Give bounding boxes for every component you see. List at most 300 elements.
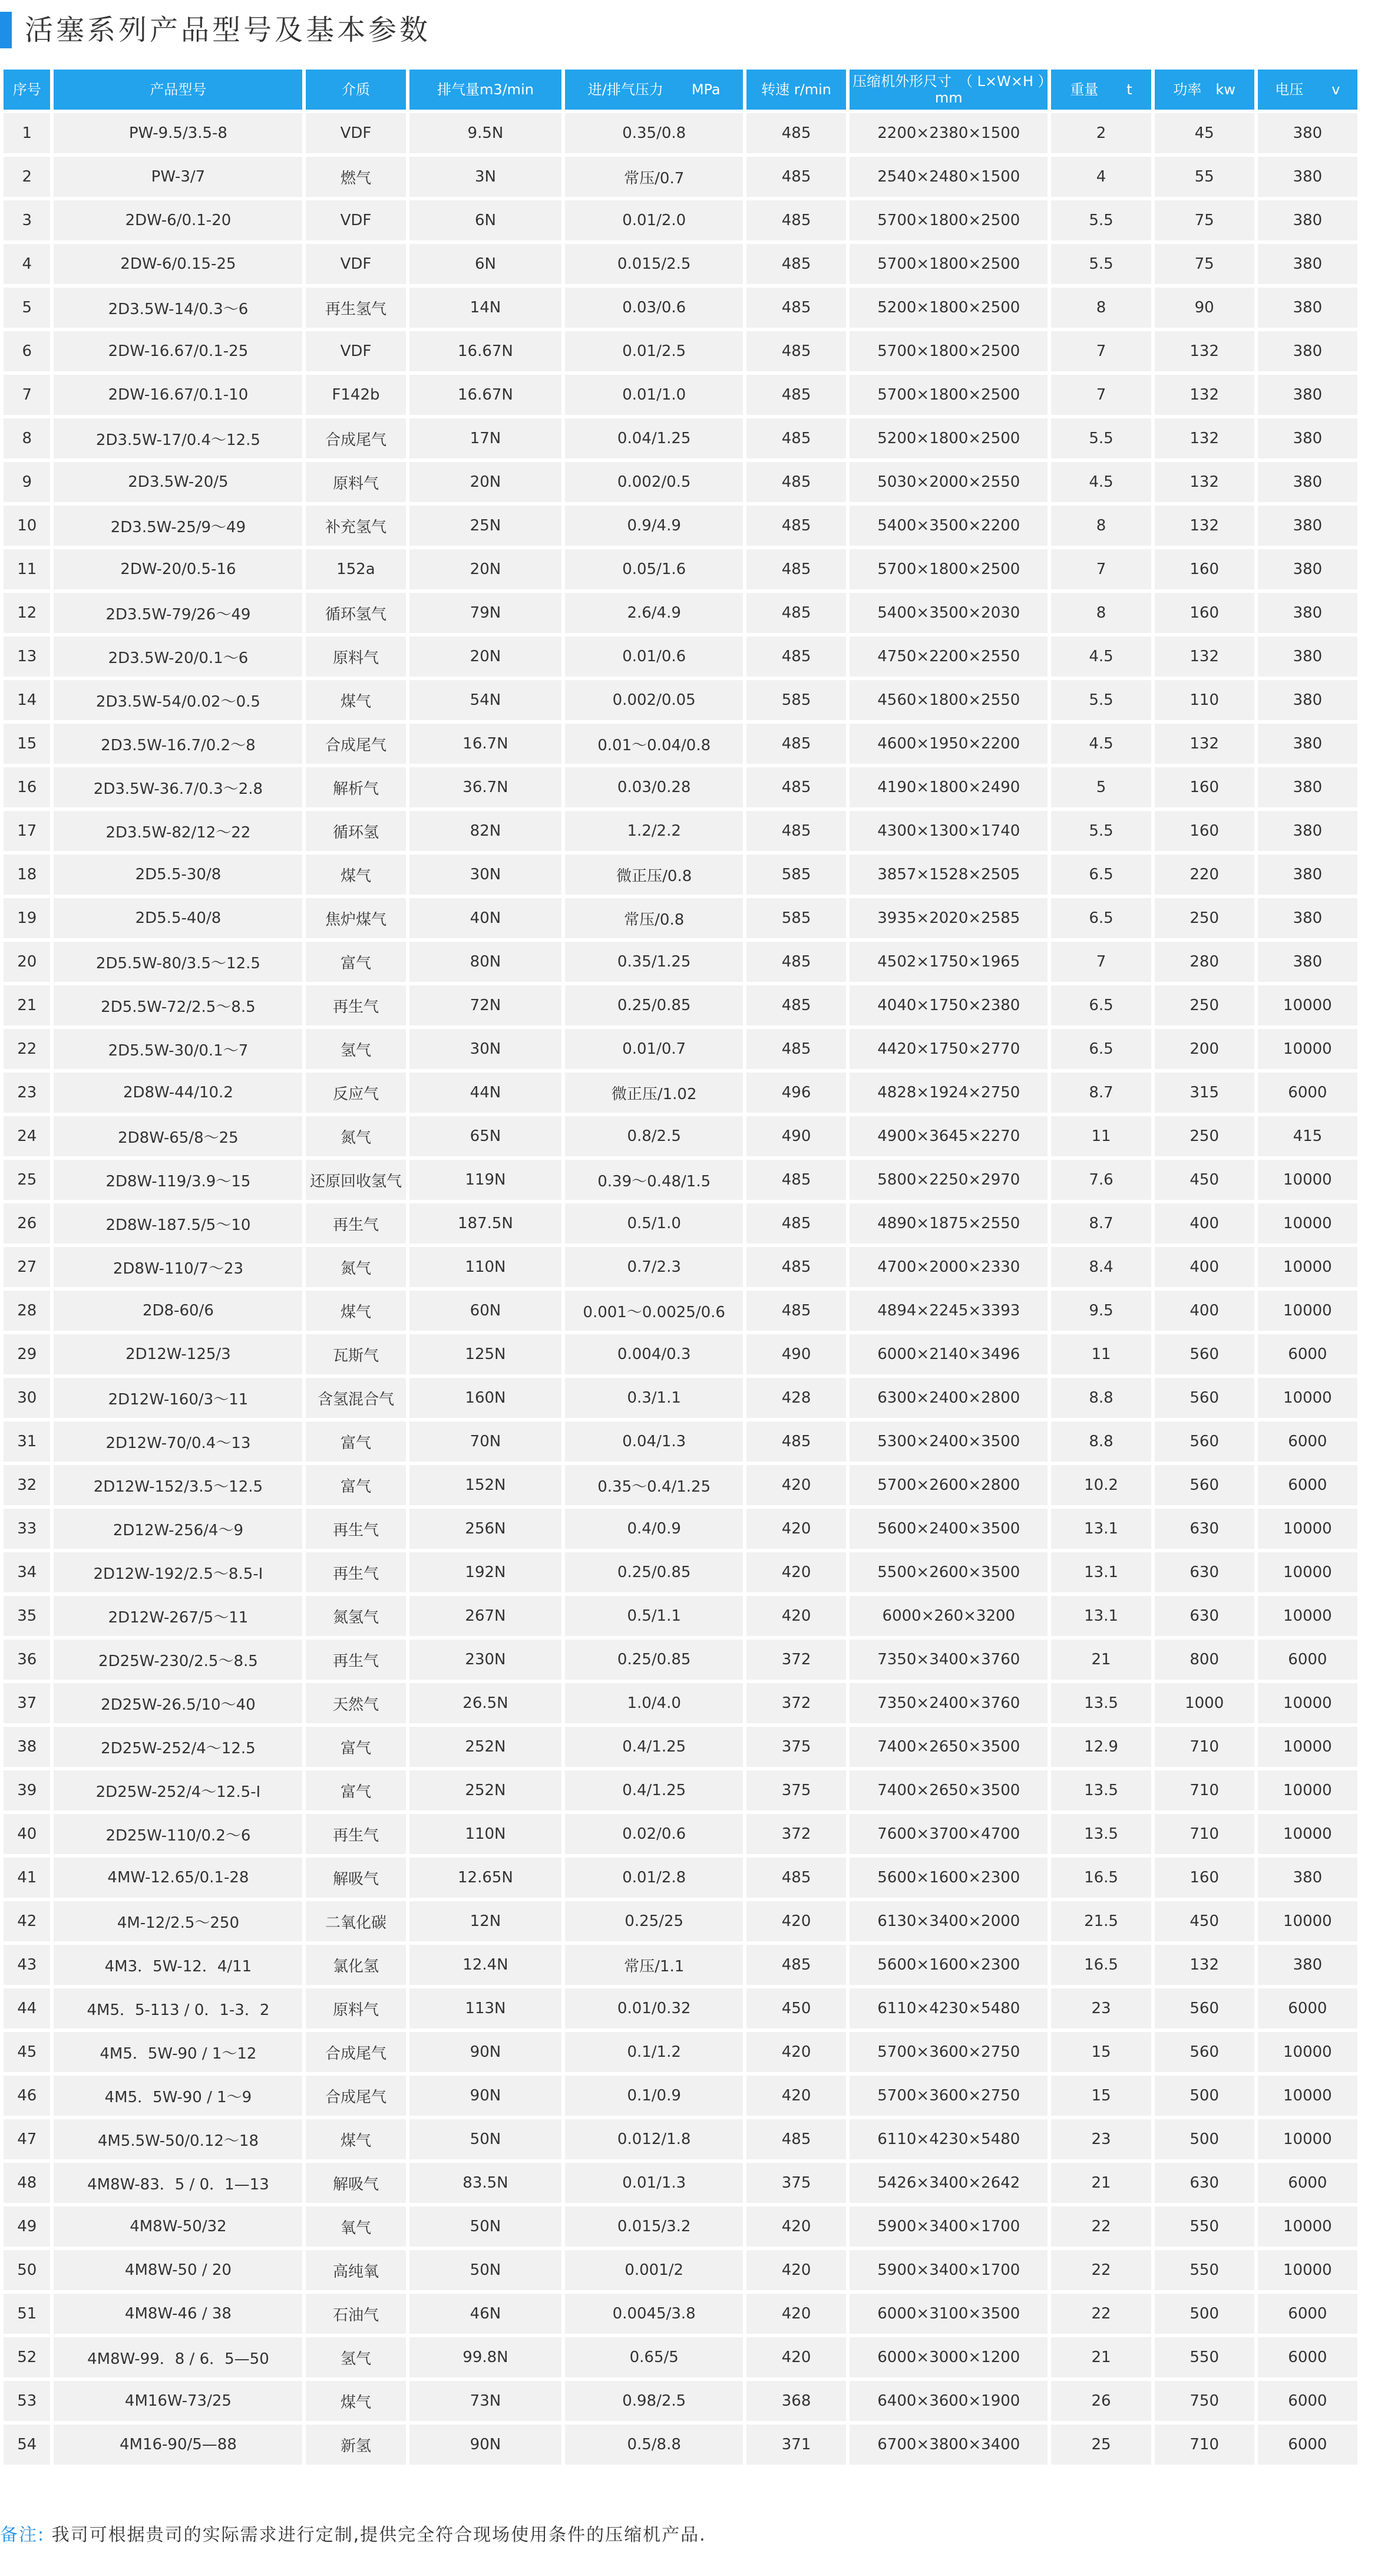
cell-pressure: 微正压/0.8 bbox=[565, 855, 743, 895]
cell-model: 4M8W-50 / 20 bbox=[54, 2250, 302, 2290]
table-row bbox=[4, 1727, 1357, 1767]
table-row bbox=[4, 1770, 1357, 1810]
table-row bbox=[4, 767, 1357, 807]
cell-medium: 再生气 bbox=[306, 1640, 405, 1680]
table-body bbox=[4, 113, 1357, 2465]
cell-speed: 485 bbox=[746, 1858, 846, 1898]
cell-weight: 5.5 bbox=[1051, 811, 1151, 851]
cell-speed: 485 bbox=[746, 418, 846, 459]
table-row bbox=[4, 2250, 1357, 2290]
cell-voltage: 380 bbox=[1258, 1858, 1357, 1898]
table-row bbox=[4, 157, 1357, 197]
table-row bbox=[4, 942, 1357, 982]
cell-medium: 合成尾气 bbox=[306, 724, 405, 764]
cell-weight: 8.8 bbox=[1051, 1378, 1151, 1418]
cell-power: 450 bbox=[1155, 1901, 1254, 1941]
cell-weight: 8 bbox=[1051, 288, 1151, 328]
table-header-row bbox=[4, 70, 1357, 110]
cell-index: 39 bbox=[4, 1770, 50, 1810]
cell-voltage: 10000 bbox=[1258, 1029, 1357, 1069]
cell-dimensions: 6110×4230×5480 bbox=[850, 2119, 1048, 2159]
cell-model: 4M5．5W-90 / 1～12 bbox=[54, 2032, 302, 2072]
cell-displacement: 80N bbox=[409, 942, 562, 982]
table-row bbox=[4, 462, 1357, 502]
cell-index: 16 bbox=[4, 767, 50, 807]
cell-dimensions: 5500×2600×3500 bbox=[850, 1552, 1048, 1592]
table-row bbox=[4, 244, 1357, 284]
cell-medium: 再生气 bbox=[306, 985, 405, 1025]
cell-power: 750 bbox=[1155, 2381, 1254, 2421]
cell-voltage: 6000 bbox=[1258, 1640, 1357, 1680]
cell-voltage: 380 bbox=[1258, 767, 1357, 807]
cell-dimensions: 6700×3800×3400 bbox=[850, 2425, 1048, 2465]
cell-voltage: 380 bbox=[1258, 200, 1357, 240]
cell-power: 400 bbox=[1155, 1203, 1254, 1244]
cell-model: 2D3.5W-36.7/0.3～2.8 bbox=[54, 767, 302, 807]
cell-dimensions: 5600×1600×2300 bbox=[850, 1858, 1048, 1898]
cell-index: 28 bbox=[4, 1291, 50, 1331]
cell-voltage: 10000 bbox=[1258, 1596, 1357, 1636]
cell-medium: 二氧化碳 bbox=[306, 1901, 405, 1941]
cell-power: 400 bbox=[1155, 1291, 1254, 1331]
cell-pressure: 0.98/2.5 bbox=[565, 2381, 743, 2421]
cell-model: 2D3.5W-16.7/0.2～8 bbox=[54, 724, 302, 764]
cell-voltage: 380 bbox=[1258, 375, 1357, 415]
cell-voltage: 380 bbox=[1258, 418, 1357, 459]
table-row bbox=[4, 506, 1357, 546]
cell-medium: 循环氢气 bbox=[306, 593, 405, 633]
cell-pressure: 0.4/1.25 bbox=[565, 1727, 743, 1767]
cell-voltage: 380 bbox=[1258, 724, 1357, 764]
cell-speed: 368 bbox=[746, 2381, 846, 2421]
cell-voltage: 10000 bbox=[1258, 2076, 1357, 2116]
cell-model: 4M16-90/5—88 bbox=[54, 2425, 302, 2465]
cell-voltage: 380 bbox=[1258, 942, 1357, 982]
cell-displacement: 113N bbox=[409, 1988, 562, 2029]
cell-pressure: 1.2/2.2 bbox=[565, 811, 743, 851]
cell-displacement: 6N bbox=[409, 244, 562, 284]
cell-index: 48 bbox=[4, 2163, 50, 2203]
cell-displacement: 160N bbox=[409, 1378, 562, 1418]
cell-pressure: 0.4/0.9 bbox=[565, 1509, 743, 1549]
cell-dimensions: 5700×1800×2500 bbox=[850, 375, 1048, 415]
table-row bbox=[4, 1334, 1357, 1374]
cell-power: 710 bbox=[1155, 1770, 1254, 1810]
cell-dimensions: 6000×2140×3496 bbox=[850, 1334, 1048, 1374]
cell-speed: 485 bbox=[746, 1421, 846, 1462]
cell-medium: 高纯氧 bbox=[306, 2250, 405, 2290]
cell-voltage: 6000 bbox=[1258, 1334, 1357, 1374]
cell-power: 160 bbox=[1155, 549, 1254, 589]
cell-medium: 循环氢 bbox=[306, 811, 405, 851]
cell-voltage: 6000 bbox=[1258, 1465, 1357, 1505]
cell-dimensions: 5600×1600×2300 bbox=[850, 1945, 1048, 1985]
cell-dimensions: 6110×4230×5480 bbox=[850, 1988, 1048, 2029]
cell-speed: 485 bbox=[746, 1945, 846, 1985]
cell-weight: 15 bbox=[1051, 2032, 1151, 2072]
cell-speed: 420 bbox=[746, 2294, 846, 2334]
cell-index: 38 bbox=[4, 1727, 50, 1767]
cell-voltage: 10000 bbox=[1258, 1901, 1357, 1941]
cell-displacement: 44N bbox=[409, 1073, 562, 1113]
cell-medium: 氯化氢 bbox=[306, 1945, 405, 1985]
cell-medium: 合成尾气 bbox=[306, 418, 405, 459]
cell-index: 43 bbox=[4, 1945, 50, 1985]
cell-displacement: 12N bbox=[409, 1901, 562, 1941]
cell-voltage: 380 bbox=[1258, 462, 1357, 502]
cell-power: 560 bbox=[1155, 1988, 1254, 2029]
cell-displacement: 252N bbox=[409, 1727, 562, 1767]
cell-pressure: 0.5/1.1 bbox=[565, 1596, 743, 1636]
cell-power: 500 bbox=[1155, 2294, 1254, 2334]
cell-voltage: 10000 bbox=[1258, 2119, 1357, 2159]
cell-dimensions: 5900×3400×1700 bbox=[850, 2206, 1048, 2247]
table-row bbox=[4, 1640, 1357, 1680]
cell-model: 4M5．5-113 / 0．1-3．2 bbox=[54, 1988, 302, 2029]
cell-dimensions: 4560×1800×2550 bbox=[850, 680, 1048, 720]
cell-pressure: 0.1/1.2 bbox=[565, 2032, 743, 2072]
cell-pressure: 0.05/1.6 bbox=[565, 549, 743, 589]
cell-pressure: 0.39～0.48/1.5 bbox=[565, 1160, 743, 1200]
table-row bbox=[4, 1203, 1357, 1244]
cell-weight: 11 bbox=[1051, 1116, 1151, 1156]
cell-model: 4M5．5W-90 / 1～9 bbox=[54, 2076, 302, 2116]
cell-displacement: 72N bbox=[409, 985, 562, 1025]
cell-dimensions: 4600×1950×2200 bbox=[850, 724, 1048, 764]
table-row bbox=[4, 1378, 1357, 1418]
footnote bbox=[0, 2520, 706, 2546]
cell-displacement: 65N bbox=[409, 1116, 562, 1156]
cell-medium: 石油气 bbox=[306, 2294, 405, 2334]
cell-model: 2D8W-110/7～23 bbox=[54, 1247, 302, 1287]
cell-voltage: 10000 bbox=[1258, 1160, 1357, 1200]
cell-weight: 16.5 bbox=[1051, 1945, 1151, 1985]
cell-dimensions: 4190×1800×2490 bbox=[850, 767, 1048, 807]
table-row bbox=[4, 1945, 1357, 1985]
cell-power: 132 bbox=[1155, 418, 1254, 459]
cell-speed: 375 bbox=[746, 1727, 846, 1767]
cell-displacement: 79N bbox=[409, 593, 562, 633]
cell-weight: 7 bbox=[1051, 549, 1151, 589]
cell-voltage: 10000 bbox=[1258, 2032, 1357, 2072]
cell-power: 250 bbox=[1155, 1116, 1254, 1156]
cell-displacement: 230N bbox=[409, 1640, 562, 1680]
cell-power: 55 bbox=[1155, 157, 1254, 197]
cell-displacement: 110N bbox=[409, 1247, 562, 1287]
cell-dimensions: 3857×1528×2505 bbox=[850, 855, 1048, 895]
cell-weight: 22 bbox=[1051, 2294, 1151, 2334]
table-row bbox=[4, 2294, 1357, 2334]
cell-power: 630 bbox=[1155, 1552, 1254, 1592]
cell-weight: 8.8 bbox=[1051, 1421, 1151, 1462]
cell-dimensions: 3935×2020×2585 bbox=[850, 898, 1048, 938]
table-row bbox=[4, 2119, 1357, 2159]
cell-index: 47 bbox=[4, 2119, 50, 2159]
cell-dimensions: 5030×2000×2550 bbox=[850, 462, 1048, 502]
cell-medium: VDF bbox=[306, 331, 405, 371]
cell-dimensions: 4890×1875×2550 bbox=[850, 1203, 1048, 1244]
cell-index: 17 bbox=[4, 811, 50, 851]
cell-speed: 485 bbox=[746, 811, 846, 851]
cell-medium: 富气 bbox=[306, 1421, 405, 1462]
cell-pressure: 0.25/0.85 bbox=[565, 985, 743, 1025]
table-row bbox=[4, 1073, 1357, 1113]
cell-speed: 585 bbox=[746, 680, 846, 720]
cell-weight: 7 bbox=[1051, 375, 1151, 415]
title-accent-bar bbox=[0, 12, 12, 48]
cell-power: 280 bbox=[1155, 942, 1254, 982]
cell-pressure: 0.7/2.3 bbox=[565, 1247, 743, 1287]
table-row bbox=[4, 811, 1357, 851]
cell-model: 2D8W-119/3.9～15 bbox=[54, 1160, 302, 1200]
table-row bbox=[4, 898, 1357, 938]
cell-displacement: 50N bbox=[409, 2119, 562, 2159]
cell-medium: 再生气 bbox=[306, 1203, 405, 1244]
cell-displacement: 50N bbox=[409, 2206, 562, 2247]
cell-dimensions: 5900×3400×1700 bbox=[850, 2250, 1048, 2290]
cell-weight: 22 bbox=[1051, 2206, 1151, 2247]
cell-pressure: 0.65/5 bbox=[565, 2337, 743, 2377]
cell-power: 200 bbox=[1155, 1029, 1254, 1069]
cell-dimensions: 7350×2400×3760 bbox=[850, 1683, 1048, 1723]
cell-model: 2D3.5W-54/0.02～0.5 bbox=[54, 680, 302, 720]
cell-index: 32 bbox=[4, 1465, 50, 1505]
cell-pressure: 0.01/0.32 bbox=[565, 1988, 743, 2029]
cell-voltage: 6000 bbox=[1258, 2163, 1357, 2203]
cell-power: 132 bbox=[1155, 375, 1254, 415]
page-header bbox=[0, 6, 1391, 53]
cell-voltage: 380 bbox=[1258, 549, 1357, 589]
cell-pressure: 1.0/4.0 bbox=[565, 1683, 743, 1723]
cell-pressure: 0.004/0.3 bbox=[565, 1334, 743, 1374]
cell-model: 2D12W-160/3～11 bbox=[54, 1378, 302, 1418]
cell-power: 630 bbox=[1155, 2163, 1254, 2203]
cell-dimensions: 4502×1750×1965 bbox=[850, 942, 1048, 982]
cell-medium: 原料气 bbox=[306, 636, 405, 677]
cell-power: 75 bbox=[1155, 244, 1254, 284]
cell-speed: 485 bbox=[746, 1160, 846, 1200]
cell-weight: 13.1 bbox=[1051, 1596, 1151, 1636]
cell-voltage: 6000 bbox=[1258, 2425, 1357, 2465]
cell-displacement: 83.5N bbox=[409, 2163, 562, 2203]
cell-pressure: 0.35/0.8 bbox=[565, 113, 743, 153]
cell-index: 13 bbox=[4, 636, 50, 677]
cell-weight: 6.5 bbox=[1051, 855, 1151, 895]
cell-pressure: 常压/1.1 bbox=[565, 1945, 743, 1985]
table-row bbox=[4, 2425, 1357, 2465]
cell-pressure: 0.001～0.0025/0.6 bbox=[565, 1291, 743, 1331]
cell-dimensions: 5200×1800×2500 bbox=[850, 288, 1048, 328]
footnote-text: 我司可根据贵司的实际需求进行定制,提供完全符合现场使用条件的压缩机产品. bbox=[45, 2525, 706, 2545]
cell-dimensions: 7350×3400×3760 bbox=[850, 1640, 1048, 1680]
cell-displacement: 30N bbox=[409, 1029, 562, 1069]
cell-medium: 煤气 bbox=[306, 680, 405, 720]
cell-dimensions: 5300×2400×3500 bbox=[850, 1421, 1048, 1462]
cell-index: 49 bbox=[4, 2206, 50, 2247]
cell-voltage: 10000 bbox=[1258, 1770, 1357, 1810]
cell-medium: 合成尾气 bbox=[306, 2032, 405, 2072]
cell-weight: 21 bbox=[1051, 2163, 1151, 2203]
cell-medium: 氢气 bbox=[306, 2337, 405, 2377]
cell-dimensions: 5800×2250×2970 bbox=[850, 1160, 1048, 1200]
cell-index: 21 bbox=[4, 985, 50, 1025]
cell-model: 2D25W-230/2.5～8.5 bbox=[54, 1640, 302, 1680]
cell-power: 132 bbox=[1155, 636, 1254, 677]
cell-power: 160 bbox=[1155, 593, 1254, 633]
cell-weight: 5.5 bbox=[1051, 200, 1151, 240]
cell-pressure: 0.01～0.04/0.8 bbox=[565, 724, 743, 764]
cell-dimensions: 6130×3400×2000 bbox=[850, 1901, 1048, 1941]
cell-displacement: 16.7N bbox=[409, 724, 562, 764]
cell-model: PW-3/7 bbox=[54, 157, 302, 197]
cell-medium: 解吸气 bbox=[306, 2163, 405, 2203]
cell-voltage: 6000 bbox=[1258, 1421, 1357, 1462]
table-row bbox=[4, 724, 1357, 764]
cell-weight: 26 bbox=[1051, 2381, 1151, 2421]
cell-displacement: 14N bbox=[409, 288, 562, 328]
cell-index: 35 bbox=[4, 1596, 50, 1636]
cell-displacement: 46N bbox=[409, 2294, 562, 2334]
cell-speed: 420 bbox=[746, 1509, 846, 1549]
cell-model: 2D12W-152/3.5～12.5 bbox=[54, 1465, 302, 1505]
cell-speed: 485 bbox=[746, 375, 846, 415]
cell-index: 33 bbox=[4, 1509, 50, 1549]
cell-dimensions: 4828×1924×2750 bbox=[850, 1073, 1048, 1113]
table-row bbox=[4, 2032, 1357, 2072]
cell-displacement: 90N bbox=[409, 2032, 562, 2072]
cell-model: 2D5.5W-80/3.5～12.5 bbox=[54, 942, 302, 982]
cell-voltage: 10000 bbox=[1258, 985, 1357, 1025]
cell-pressure: 0.03/0.28 bbox=[565, 767, 743, 807]
cell-weight: 6.5 bbox=[1051, 898, 1151, 938]
cell-speed: 372 bbox=[746, 1640, 846, 1680]
cell-displacement: 70N bbox=[409, 1421, 562, 1462]
cell-speed: 485 bbox=[746, 767, 846, 807]
cell-model: 2D12W-70/0.4～13 bbox=[54, 1421, 302, 1462]
header-power: 功率 kw bbox=[1155, 70, 1254, 110]
table-row bbox=[4, 1858, 1357, 1898]
cell-power: 160 bbox=[1155, 811, 1254, 851]
cell-power: 560 bbox=[1155, 1465, 1254, 1505]
cell-weight: 21 bbox=[1051, 2337, 1151, 2377]
cell-voltage: 10000 bbox=[1258, 1378, 1357, 1418]
cell-index: 26 bbox=[4, 1203, 50, 1244]
cell-speed: 485 bbox=[746, 724, 846, 764]
cell-dimensions: 6000×3100×3500 bbox=[850, 2294, 1048, 2334]
cell-model: 4M5.5W-50/0.12～18 bbox=[54, 2119, 302, 2159]
cell-medium: 合成尾气 bbox=[306, 2076, 405, 2116]
cell-weight: 4.5 bbox=[1051, 724, 1151, 764]
cell-power: 560 bbox=[1155, 1421, 1254, 1462]
cell-medium: 富气 bbox=[306, 1770, 405, 1810]
cell-medium: 富气 bbox=[306, 942, 405, 982]
cell-medium: 原料气 bbox=[306, 462, 405, 502]
cell-pressure: 0.01/2.8 bbox=[565, 1858, 743, 1898]
cell-weight: 8.7 bbox=[1051, 1203, 1151, 1244]
cell-dimensions: 2540×2480×1500 bbox=[850, 157, 1048, 197]
cell-voltage: 10000 bbox=[1258, 1247, 1357, 1287]
cell-pressure: 0.25/0.85 bbox=[565, 1640, 743, 1680]
cell-pressure: 0.04/1.3 bbox=[565, 1421, 743, 1462]
cell-index: 54 bbox=[4, 2425, 50, 2465]
cell-medium: 煤气 bbox=[306, 1291, 405, 1331]
cell-index: 23 bbox=[4, 1073, 50, 1113]
cell-weight: 5.5 bbox=[1051, 418, 1151, 459]
cell-model: 2D8W-187.5/5～10 bbox=[54, 1203, 302, 1244]
cell-dimensions: 4420×1750×2770 bbox=[850, 1029, 1048, 1069]
cell-pressure: 0.35～0.4/1.25 bbox=[565, 1465, 743, 1505]
header-medium: 介质 bbox=[306, 70, 405, 110]
cell-power: 45 bbox=[1155, 113, 1254, 153]
cell-voltage: 380 bbox=[1258, 331, 1357, 371]
table-row bbox=[4, 2381, 1357, 2421]
cell-medium: 焦炉煤气 bbox=[306, 898, 405, 938]
cell-displacement: 252N bbox=[409, 1770, 562, 1810]
cell-voltage: 10000 bbox=[1258, 1727, 1357, 1767]
header-index: 序号 bbox=[4, 70, 50, 110]
header-displacement: 排气量m3/min bbox=[409, 70, 562, 110]
cell-medium: 富气 bbox=[306, 1727, 405, 1767]
header-pressure: 进/排气压力 MPa bbox=[565, 70, 743, 110]
cell-index: 45 bbox=[4, 2032, 50, 2072]
cell-medium: 补充氢气 bbox=[306, 506, 405, 546]
cell-model: 2D25W-26.5/10～40 bbox=[54, 1683, 302, 1723]
cell-weight: 7 bbox=[1051, 942, 1151, 982]
cell-index: 30 bbox=[4, 1378, 50, 1418]
cell-weight: 21 bbox=[1051, 1640, 1151, 1680]
table-row bbox=[4, 549, 1357, 589]
cell-displacement: 267N bbox=[409, 1596, 562, 1636]
table-row bbox=[4, 375, 1357, 415]
cell-speed: 420 bbox=[746, 1596, 846, 1636]
cell-displacement: 256N bbox=[409, 1509, 562, 1549]
cell-index: 41 bbox=[4, 1858, 50, 1898]
cell-model: 2D3.5W-82/12～22 bbox=[54, 811, 302, 851]
cell-medium: F142b bbox=[306, 375, 405, 415]
cell-displacement: 12.4N bbox=[409, 1945, 562, 1985]
cell-weight: 6.5 bbox=[1051, 985, 1151, 1025]
cell-pressure: 0.01/0.7 bbox=[565, 1029, 743, 1069]
cell-voltage: 10000 bbox=[1258, 2206, 1357, 2247]
cell-weight: 21.5 bbox=[1051, 1901, 1151, 1941]
cell-index: 6 bbox=[4, 331, 50, 371]
cell-displacement: 99.8N bbox=[409, 2337, 562, 2377]
cell-pressure: 0.3/1.1 bbox=[565, 1378, 743, 1418]
cell-model: 2D3.5W-79/26～49 bbox=[54, 593, 302, 633]
cell-pressure: 常压/0.8 bbox=[565, 898, 743, 938]
cell-dimensions: 5700×1800×2500 bbox=[850, 200, 1048, 240]
cell-dimensions: 4750×2200×2550 bbox=[850, 636, 1048, 677]
cell-dimensions: 5700×3600×2750 bbox=[850, 2076, 1048, 2116]
cell-model: 2D12W-267/5～11 bbox=[54, 1596, 302, 1636]
cell-model: 4M8W-83．5 / 0．1—13 bbox=[54, 2163, 302, 2203]
cell-model: 2DW-6/0.1-20 bbox=[54, 200, 302, 240]
cell-index: 53 bbox=[4, 2381, 50, 2421]
header-model: 产品型号 bbox=[54, 70, 302, 110]
cell-power: 160 bbox=[1155, 1858, 1254, 1898]
cell-power: 710 bbox=[1155, 1727, 1254, 1767]
cell-medium: 含氢混合气 bbox=[306, 1378, 405, 1418]
cell-dimensions: 4894×2245×3393 bbox=[850, 1291, 1048, 1331]
cell-dimensions: 5400×3500×2200 bbox=[850, 506, 1048, 546]
cell-index: 2 bbox=[4, 157, 50, 197]
cell-model: 2D3.5W-17/0.4～12.5 bbox=[54, 418, 302, 459]
cell-displacement: 192N bbox=[409, 1552, 562, 1592]
cell-power: 315 bbox=[1155, 1073, 1254, 1113]
footnote-lead: 备注: bbox=[0, 2525, 45, 2545]
cell-model: 2D12W-256/4～9 bbox=[54, 1509, 302, 1549]
table-row bbox=[4, 1116, 1357, 1156]
